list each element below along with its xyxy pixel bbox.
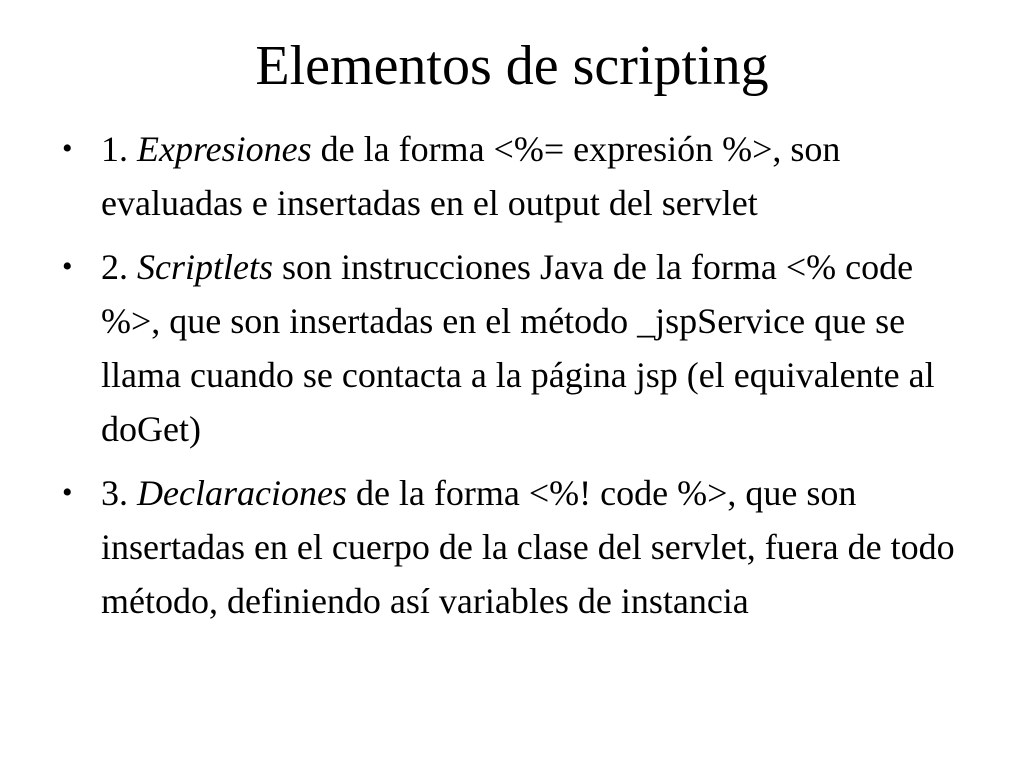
bullet-marker-icon: • xyxy=(62,476,73,509)
bullet-number: 1. xyxy=(101,129,137,169)
bullet-text: son instrucciones Java de la forma <% code %>, que son insertadas en el método _jspService que se llama cuando se contacta a la página jsp (el equivalente al doGet) xyxy=(101,247,935,449)
bullet-text: de la forma <%= expresión %>, son evaluadas e insertadas en el output del servlet xyxy=(101,129,841,223)
bullet-marker-icon: • xyxy=(62,250,73,283)
bullet-item-scriptlets xyxy=(62,240,972,456)
bullet-number: 3. xyxy=(101,473,137,513)
bullet-marker-icon: • xyxy=(62,132,73,165)
bullet-term: Expresiones xyxy=(137,129,312,169)
slide-title: Elementos de scripting xyxy=(255,35,769,97)
bullet-item-expresiones xyxy=(62,122,972,230)
bullet-term: Scriptlets xyxy=(137,247,273,287)
bullet-text: de la forma <%! code %>, que son insertadas en el cuerpo de la clase del servlet, fuera de todo método, definiendo así variables de instancia xyxy=(101,473,955,621)
bullet-number: 2. xyxy=(101,247,137,287)
bullet-list xyxy=(62,122,972,638)
bullet-item-declaraciones xyxy=(62,466,972,628)
bullet-term: Declaraciones xyxy=(137,473,347,513)
